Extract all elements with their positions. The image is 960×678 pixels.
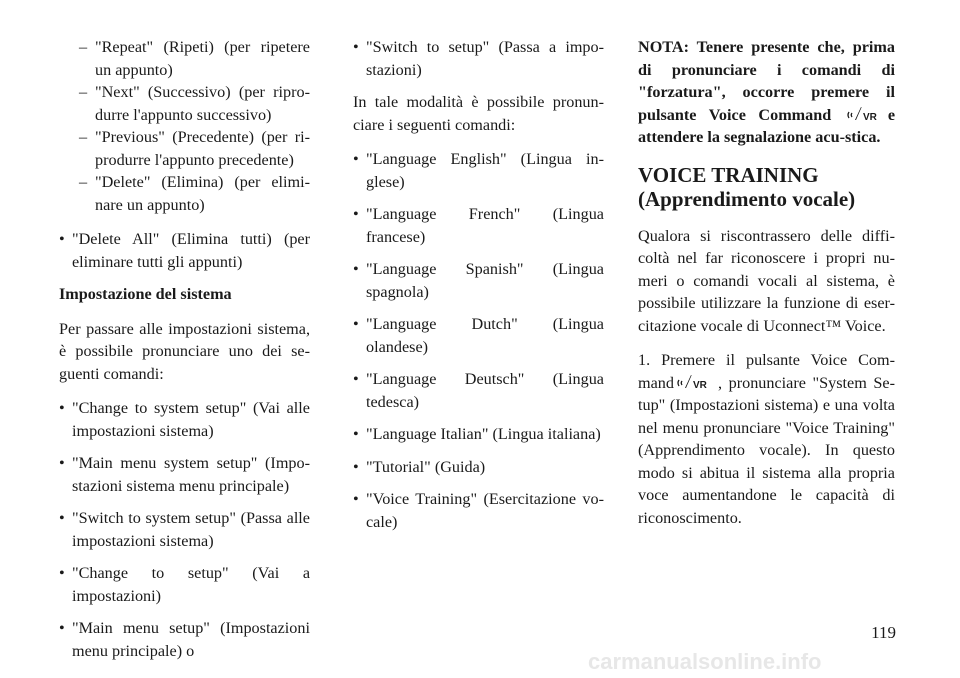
bullet-mark: • — [353, 260, 359, 278]
bullet-mark: • — [353, 38, 359, 56]
list-item — [59, 36, 310, 81]
list-item-text: "Tutorial" (Guida) — [366, 457, 486, 476]
bullet-mark: • — [59, 509, 65, 527]
paragraph: Qualora si riscontrassero delle diffi-coltà nel far riconoscere i propri nu-meri o comandi vocali al sistema, è possibile utilizzare la funzione di eser-citazione vocale di Uconnect™ Voice. — [638, 226, 895, 335]
step-text: , pronunciare "System Se-tup" (Impostazioni sistema) e una volta nel menu pronunciare "Voice Training" (Apprendimento vocale). In questo modo si abitua il sistema alla propria voce aumentandone le capacità di riconoscimento. — [638, 373, 895, 527]
bullet-list — [59, 228, 310, 273]
bullet-list — [353, 148, 604, 533]
list-item — [353, 148, 604, 193]
list-item-text: "Switch to setup" (Passa a impo-stazioni) — [366, 38, 604, 79]
list-item — [59, 562, 310, 607]
voice-command-icon — [846, 106, 886, 122]
paragraph: In tale modalità è possibile pronun-ciare i seguenti comandi: — [353, 93, 604, 134]
list-item-text: "Change to setup" (Vai a impostazioni) — [72, 564, 310, 605]
note-text: e attendere la segnalazione acu-stica. — [638, 105, 896, 146]
note-paragraph — [638, 36, 895, 149]
list-item-text: "Change to system setup" (Vai alle impostazioni sistema) — [72, 399, 310, 440]
list-item-text: "Main menu system setup" (Impo-stazioni sistema menu principale) — [72, 454, 310, 495]
list-item-text: "Language French" (Lingua francese) — [366, 205, 604, 246]
list-item — [59, 171, 310, 216]
column-right — [638, 36, 895, 541]
list-item — [59, 228, 310, 273]
bullet-list — [59, 397, 310, 662]
watermark: carmanualsonline.info — [588, 649, 822, 674]
list-item — [59, 81, 310, 126]
list-item — [59, 452, 310, 497]
list-item-text: "Delete" (Elimina) (per elimi-nare un appunto) — [95, 173, 310, 214]
list-item — [59, 617, 310, 662]
section-title-line2: (Apprendimento vocale) — [638, 186, 856, 211]
list-item-text: "Language English" (Lingua in-glese) — [366, 150, 604, 191]
step-paragraph — [638, 349, 895, 529]
list-item-text: "Switch to system setup" (Passa alle impostazioni sistema) — [72, 509, 310, 550]
section-heading: Impostazione del sistema — [59, 285, 232, 303]
column-middle — [353, 36, 604, 543]
list-item — [353, 258, 604, 303]
list-item-text: "Previous" (Precedente) (per ri-produrre l'appunto precedente) — [95, 128, 310, 169]
bullet-mark: • — [353, 490, 359, 508]
bullet-mark: • — [353, 315, 359, 333]
list-item-text: "Language Dutch" (Lingua olandese) — [366, 315, 604, 356]
bullet-mark: • — [353, 150, 359, 168]
dash-mark: – — [79, 83, 88, 101]
list-item — [59, 507, 310, 552]
bullet-mark: • — [59, 564, 65, 582]
bullet-mark: • — [353, 425, 359, 443]
section-title — [638, 163, 895, 211]
list-item — [59, 397, 310, 442]
list-item — [353, 313, 604, 358]
list-item — [59, 126, 310, 171]
bullet-mark: • — [353, 370, 359, 388]
list-item — [353, 368, 604, 413]
list-item — [353, 488, 604, 533]
list-item-text: "Language Spanish" (Lingua spagnola) — [366, 260, 604, 301]
bullet-mark: • — [59, 399, 65, 417]
voice-command-icon — [676, 374, 716, 390]
bullet-mark: • — [59, 230, 65, 248]
list-item — [353, 423, 604, 446]
list-item — [353, 203, 604, 248]
list-item — [353, 456, 604, 479]
list-item-text: "Voice Training" (Esercitazione vo-cale) — [366, 490, 604, 531]
dash-mark: – — [79, 173, 88, 191]
dash-mark: – — [79, 38, 88, 56]
note-text: NOTA: Tenere presente che, prima di pronunciare i comandi di "forzatura", occorre premere il pulsante Voice Command — [638, 38, 895, 124]
page-number: 119 — [871, 623, 896, 642]
dash-list — [59, 36, 310, 216]
list-item-text: "Repeat" (Ripeti) (per ripetere un appunto) — [95, 38, 310, 79]
list-item-text: "Main menu setup" (Impostazioni menu principale) o — [72, 619, 310, 660]
bullet-mark: • — [59, 619, 65, 637]
dash-mark: – — [79, 128, 88, 146]
list-item-text: "Language Italian" (Lingua italiana) — [366, 425, 601, 443]
bullet-mark: • — [353, 205, 359, 223]
section-title-line1: VOICE TRAINING — [638, 162, 819, 187]
list-item-text: "Next" (Successivo) (per ripro-durre l'appunto successivo) — [95, 83, 310, 124]
paragraph: Per passare alle impostazioni sistema, è possibile pronunciare uno dei se-guenti comandi: — [59, 319, 310, 383]
column-left — [59, 36, 310, 672]
svg-text:VR: VR — [862, 111, 877, 122]
list-item-text: "Language Deutsch" (Lingua tedesca) — [366, 370, 604, 411]
list-item — [353, 36, 604, 81]
bullet-mark: • — [353, 457, 359, 476]
bullet-mark: • — [59, 454, 65, 472]
bullet-list — [353, 36, 604, 81]
list-item-text: "Delete All" (Elimina tutti) (per eliminare tutti gli appunti) — [72, 230, 310, 271]
svg-text:VR: VR — [692, 379, 707, 390]
step-text: 1. Premere il pulsante Voice Com-mand — [638, 351, 895, 392]
